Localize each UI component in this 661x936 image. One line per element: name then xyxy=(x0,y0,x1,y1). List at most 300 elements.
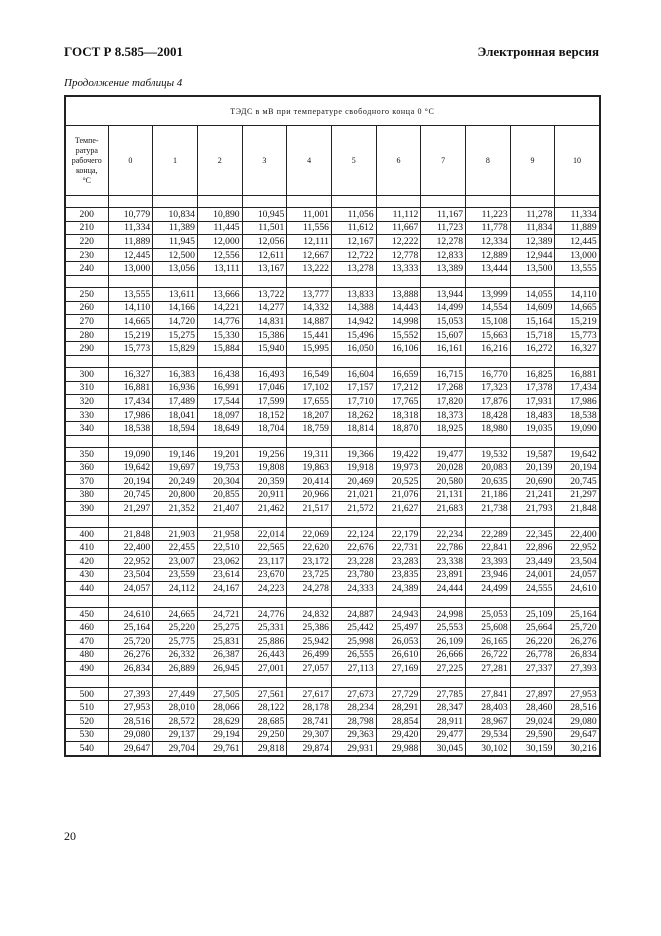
emf-value-cell: 24,721 xyxy=(197,607,242,621)
table-row xyxy=(65,422,600,436)
emf-value-cell: 25,442 xyxy=(331,621,376,635)
emf-value-cell: 17,102 xyxy=(287,381,332,395)
emf-value-cell: 18,207 xyxy=(287,408,332,422)
emf-value-cell: 13,833 xyxy=(331,287,376,301)
spacer-cell xyxy=(421,275,466,287)
emf-value-cell: 28,460 xyxy=(510,701,555,715)
emf-value-cell: 12,833 xyxy=(421,248,466,262)
spacer-cell xyxy=(376,196,421,208)
emf-value-cell: 20,800 xyxy=(153,488,198,502)
emf-value-cell: 13,555 xyxy=(555,262,600,276)
emf-value-cell: 25,664 xyxy=(510,621,555,635)
temperature-cell: 510 xyxy=(65,701,108,715)
table-row xyxy=(65,381,600,395)
emf-value-cell: 11,667 xyxy=(376,221,421,235)
emf-value-cell: 19,587 xyxy=(510,447,555,461)
emf-value-cell: 14,665 xyxy=(108,315,153,329)
emf-value-cell: 23,614 xyxy=(197,568,242,582)
emf-value-cell: 21,903 xyxy=(153,527,198,541)
emf-value-cell: 28,291 xyxy=(376,701,421,715)
spacer-cell xyxy=(466,595,511,607)
emf-value-cell: 19,532 xyxy=(466,447,511,461)
spacer-cell xyxy=(65,275,108,287)
emf-value-cell: 13,777 xyxy=(287,287,332,301)
emf-value-cell: 28,066 xyxy=(197,701,242,715)
emf-value-cell: 29,420 xyxy=(376,728,421,742)
emf-value-cell: 27,113 xyxy=(331,662,376,676)
spacer-cell xyxy=(153,595,198,607)
emf-value-cell: 22,731 xyxy=(376,541,421,555)
spacer-cell xyxy=(331,515,376,527)
emf-value-cell: 29,818 xyxy=(242,742,287,756)
emf-value-cell: 15,441 xyxy=(287,328,332,342)
emf-value-cell: 16,991 xyxy=(197,381,242,395)
table-row xyxy=(65,582,600,596)
temperature-cell: 230 xyxy=(65,248,108,262)
emf-value-cell: 28,234 xyxy=(331,701,376,715)
temperature-cell: 540 xyxy=(65,742,108,756)
table-row xyxy=(65,555,600,569)
table-row xyxy=(65,502,600,516)
emf-value-cell: 14,720 xyxy=(153,315,198,329)
emf-value-cell: 20,745 xyxy=(108,488,153,502)
spacer-cell xyxy=(331,275,376,287)
emf-value-cell: 16,272 xyxy=(510,342,555,356)
table-row xyxy=(65,248,600,262)
emf-value-cell: 16,659 xyxy=(376,367,421,381)
table-row xyxy=(65,701,600,715)
emf-value-cell: 29,477 xyxy=(421,728,466,742)
emf-value-cell: 19,808 xyxy=(242,461,287,475)
table-row xyxy=(65,342,600,356)
table-row xyxy=(65,488,600,502)
emf-value-cell: 18,097 xyxy=(197,408,242,422)
emf-value-cell: 18,594 xyxy=(153,422,198,436)
spacer-cell xyxy=(108,355,153,367)
emf-value-cell: 17,820 xyxy=(421,395,466,409)
table-row xyxy=(65,301,600,315)
emf-value-cell: 15,108 xyxy=(466,315,511,329)
emf-value-cell: 17,931 xyxy=(510,395,555,409)
emf-value-cell: 16,327 xyxy=(108,367,153,381)
emf-value-cell: 26,053 xyxy=(376,635,421,649)
emf-value-cell: 23,007 xyxy=(153,555,198,569)
spacer-cell xyxy=(466,675,511,687)
table-row xyxy=(65,742,600,756)
emf-value-cell: 18,649 xyxy=(197,422,242,436)
spacer-cell xyxy=(108,275,153,287)
temperature-cell: 420 xyxy=(65,555,108,569)
emf-value-cell: 29,931 xyxy=(331,742,376,756)
spacer-cell xyxy=(331,355,376,367)
emf-value-cell: 11,556 xyxy=(287,221,332,235)
emf-value-cell: 13,611 xyxy=(153,287,198,301)
emf-value-cell: 25,220 xyxy=(153,621,198,635)
emf-value-cell: 14,665 xyxy=(555,301,600,315)
emf-value-cell: 27,505 xyxy=(197,687,242,701)
emf-value-cell: 19,918 xyxy=(331,461,376,475)
spacer-cell xyxy=(153,355,198,367)
emf-value-cell: 22,014 xyxy=(242,527,287,541)
temperature-cell: 310 xyxy=(65,381,108,395)
emf-value-cell: 18,814 xyxy=(331,422,376,436)
emf-value-cell: 19,366 xyxy=(331,447,376,461)
emf-value-cell: 13,555 xyxy=(108,287,153,301)
emf-value-cell: 20,249 xyxy=(153,475,198,489)
table-row xyxy=(65,328,600,342)
emf-value-cell: 15,496 xyxy=(331,328,376,342)
emf-value-cell: 21,517 xyxy=(287,502,332,516)
emf-value-cell: 15,330 xyxy=(197,328,242,342)
emf-value-cell: 27,393 xyxy=(108,687,153,701)
emf-value-cell: 19,697 xyxy=(153,461,198,475)
emf-value-cell: 24,167 xyxy=(197,582,242,596)
emf-value-cell: 11,001 xyxy=(287,208,332,222)
emf-value-cell: 26,165 xyxy=(466,635,511,649)
column-header: 6 xyxy=(376,126,421,196)
emf-value-cell: 13,500 xyxy=(510,262,555,276)
emf-value-cell: 25,331 xyxy=(242,621,287,635)
emf-value-cell: 22,620 xyxy=(287,541,332,555)
emf-value-cell: 19,090 xyxy=(555,422,600,436)
emf-value-cell: 17,157 xyxy=(331,381,376,395)
tems-table xyxy=(64,95,601,757)
emf-value-cell: 26,276 xyxy=(108,648,153,662)
emf-value-cell: 25,775 xyxy=(153,635,198,649)
emf-value-cell: 15,053 xyxy=(421,315,466,329)
emf-value-cell: 22,952 xyxy=(108,555,153,569)
emf-value-cell: 20,469 xyxy=(331,475,376,489)
emf-value-cell: 13,944 xyxy=(421,287,466,301)
spacer-cell xyxy=(197,595,242,607)
emf-value-cell: 14,887 xyxy=(287,315,332,329)
emf-value-cell: 14,110 xyxy=(555,287,600,301)
emf-value-cell: 25,164 xyxy=(108,621,153,635)
spacer-cell xyxy=(466,275,511,287)
emf-value-cell: 20,580 xyxy=(421,475,466,489)
temperature-column-header xyxy=(65,126,108,196)
emf-value-cell: 26,387 xyxy=(197,648,242,662)
temperature-cell: 330 xyxy=(65,408,108,422)
emf-value-cell: 13,000 xyxy=(108,262,153,276)
emf-value-cell: 13,389 xyxy=(421,262,466,276)
spacer-cell xyxy=(510,595,555,607)
emf-value-cell: 20,083 xyxy=(466,461,511,475)
emf-value-cell: 13,278 xyxy=(331,262,376,276)
emf-value-cell: 17,876 xyxy=(466,395,511,409)
column-header: 4 xyxy=(287,126,332,196)
spacer-cell xyxy=(331,435,376,447)
emf-value-cell: 15,829 xyxy=(153,342,198,356)
spacer-cell xyxy=(65,355,108,367)
emf-value-cell: 25,608 xyxy=(466,621,511,635)
emf-value-cell: 18,373 xyxy=(421,408,466,422)
temperature-cell: 210 xyxy=(65,221,108,235)
emf-value-cell: 29,761 xyxy=(197,742,242,756)
emf-value-cell: 17,434 xyxy=(108,395,153,409)
emf-value-cell: 14,388 xyxy=(331,301,376,315)
emf-value-cell: 15,995 xyxy=(287,342,332,356)
emf-value-cell: 24,112 xyxy=(153,582,198,596)
table-row xyxy=(65,541,600,555)
emf-value-cell: 14,998 xyxy=(376,315,421,329)
emf-value-cell: 22,345 xyxy=(510,527,555,541)
emf-value-cell: 19,477 xyxy=(421,447,466,461)
emf-value-cell: 15,884 xyxy=(197,342,242,356)
temperature-cell: 390 xyxy=(65,502,108,516)
emf-value-cell: 24,610 xyxy=(555,582,600,596)
emf-value-cell: 28,347 xyxy=(421,701,466,715)
emf-value-cell: 21,021 xyxy=(331,488,376,502)
emf-value-cell: 28,122 xyxy=(242,701,287,715)
emf-value-cell: 21,738 xyxy=(466,502,511,516)
emf-value-cell: 23,725 xyxy=(287,568,332,582)
table-row xyxy=(65,221,600,235)
emf-value-cell: 21,572 xyxy=(331,502,376,516)
emf-value-cell: 28,629 xyxy=(197,715,242,729)
emf-value-cell: 15,773 xyxy=(555,328,600,342)
emf-value-cell: 14,166 xyxy=(153,301,198,315)
spacer-cell xyxy=(555,275,600,287)
emf-value-cell: 27,729 xyxy=(376,687,421,701)
emf-value-cell: 24,610 xyxy=(108,607,153,621)
emf-value-cell: 13,167 xyxy=(242,262,287,276)
emf-value-cell: 11,501 xyxy=(242,221,287,235)
emf-value-cell: 17,710 xyxy=(331,395,376,409)
emf-value-cell: 16,493 xyxy=(242,367,287,381)
spacer-cell xyxy=(421,355,466,367)
emf-value-cell: 29,590 xyxy=(510,728,555,742)
emf-value-cell: 12,667 xyxy=(287,248,332,262)
emf-value-cell: 16,604 xyxy=(331,367,376,381)
spacer-cell xyxy=(421,196,466,208)
emf-value-cell: 18,428 xyxy=(466,408,511,422)
emf-value-cell: 25,831 xyxy=(197,635,242,649)
spacer-cell xyxy=(466,196,511,208)
emf-value-cell: 11,223 xyxy=(466,208,511,222)
column-header: 9 xyxy=(510,126,555,196)
emf-value-cell: 27,953 xyxy=(555,687,600,701)
emf-value-cell: 18,041 xyxy=(153,408,198,422)
edition-label: Электронная версия xyxy=(477,44,599,59)
emf-value-cell: 15,219 xyxy=(555,315,600,329)
emf-value-cell: 24,057 xyxy=(555,568,600,582)
emf-value-cell: 28,741 xyxy=(287,715,332,729)
emf-value-cell: 14,554 xyxy=(466,301,511,315)
emf-value-cell: 23,117 xyxy=(242,555,287,569)
emf-value-cell: 29,647 xyxy=(555,728,600,742)
emf-value-cell: 17,489 xyxy=(153,395,198,409)
emf-value-cell: 16,825 xyxy=(510,367,555,381)
emf-value-cell: 20,745 xyxy=(555,475,600,489)
emf-value-cell: 27,561 xyxy=(242,687,287,701)
spacer-cell xyxy=(421,675,466,687)
temperature-cell: 360 xyxy=(65,461,108,475)
table-title: ТЭДС в мВ при температуре свободного конца 0 °С xyxy=(65,96,600,126)
emf-value-cell: 24,444 xyxy=(421,582,466,596)
emf-value-cell: 22,510 xyxy=(197,541,242,555)
emf-value-cell: 26,889 xyxy=(153,662,198,676)
temperature-cell: 410 xyxy=(65,541,108,555)
emf-value-cell: 22,234 xyxy=(421,527,466,541)
emf-value-cell: 16,881 xyxy=(555,367,600,381)
spacer-cell xyxy=(242,515,287,527)
emf-value-cell: 20,359 xyxy=(242,475,287,489)
spacer-cell xyxy=(197,675,242,687)
column-header: 0 xyxy=(108,126,153,196)
emf-value-cell: 28,685 xyxy=(242,715,287,729)
emf-value-cell: 12,222 xyxy=(376,235,421,249)
emf-value-cell: 17,268 xyxy=(421,381,466,395)
emf-value-cell: 12,944 xyxy=(510,248,555,262)
emf-value-cell: 14,221 xyxy=(197,301,242,315)
emf-value-cell: 23,559 xyxy=(153,568,198,582)
page-number: 20 xyxy=(64,829,76,843)
emf-value-cell: 26,945 xyxy=(197,662,242,676)
table-row xyxy=(65,235,600,249)
emf-value-cell: 11,612 xyxy=(331,221,376,235)
emf-value-cell: 24,333 xyxy=(331,582,376,596)
table-caption: Продолжение таблицы 4 xyxy=(64,77,183,89)
emf-value-cell: 18,759 xyxy=(287,422,332,436)
emf-value-cell: 23,393 xyxy=(466,555,511,569)
spacer-cell xyxy=(242,275,287,287)
emf-value-cell: 30,102 xyxy=(466,742,511,756)
emf-value-cell: 27,617 xyxy=(287,687,332,701)
emf-value-cell: 23,891 xyxy=(421,568,466,582)
emf-value-cell: 19,090 xyxy=(108,447,153,461)
emf-value-cell: 16,715 xyxy=(421,367,466,381)
spacer-cell xyxy=(331,675,376,687)
table-container xyxy=(64,95,599,757)
emf-value-cell: 17,046 xyxy=(242,381,287,395)
emf-value-cell: 12,111 xyxy=(287,235,332,249)
spacer-cell xyxy=(466,515,511,527)
table-row xyxy=(65,475,600,489)
emf-value-cell: 26,610 xyxy=(376,648,421,662)
group-spacer-row xyxy=(65,275,600,287)
spacer-cell xyxy=(287,675,332,687)
emf-value-cell: 22,179 xyxy=(376,527,421,541)
emf-value-cell: 22,069 xyxy=(287,527,332,541)
emf-value-cell: 23,504 xyxy=(555,555,600,569)
emf-value-cell: 16,161 xyxy=(421,342,466,356)
emf-value-cell: 21,186 xyxy=(466,488,511,502)
temperature-cell: 520 xyxy=(65,715,108,729)
temperature-cell: 240 xyxy=(65,262,108,276)
emf-value-cell: 12,389 xyxy=(510,235,555,249)
emf-value-cell: 22,289 xyxy=(466,527,511,541)
emf-value-cell: 15,718 xyxy=(510,328,555,342)
group-spacer-row xyxy=(65,196,600,208)
temperature-header-line: °С xyxy=(82,175,92,185)
emf-value-cell: 14,277 xyxy=(242,301,287,315)
spacer-cell xyxy=(421,435,466,447)
table-row xyxy=(65,395,600,409)
emf-value-cell: 21,241 xyxy=(510,488,555,502)
group-spacer-row xyxy=(65,515,600,527)
emf-value-cell: 20,966 xyxy=(287,488,332,502)
table-row xyxy=(65,621,600,635)
emf-value-cell: 23,283 xyxy=(376,555,421,569)
emf-value-cell: 13,666 xyxy=(197,287,242,301)
emf-value-cell: 13,999 xyxy=(466,287,511,301)
spacer-cell xyxy=(555,675,600,687)
emf-value-cell: 20,690 xyxy=(510,475,555,489)
emf-value-cell: 17,323 xyxy=(466,381,511,395)
emf-value-cell: 11,723 xyxy=(421,221,466,235)
table-row xyxy=(65,635,600,649)
emf-value-cell: 11,445 xyxy=(197,221,242,235)
emf-value-cell: 22,676 xyxy=(331,541,376,555)
emf-value-cell: 27,225 xyxy=(421,662,466,676)
emf-value-cell: 14,776 xyxy=(197,315,242,329)
temperature-cell: 260 xyxy=(65,301,108,315)
emf-value-cell: 22,786 xyxy=(421,541,466,555)
emf-value-cell: 16,438 xyxy=(197,367,242,381)
temperature-header-line: конца, xyxy=(75,165,98,175)
emf-value-cell: 24,278 xyxy=(287,582,332,596)
emf-value-cell: 14,831 xyxy=(242,315,287,329)
column-header: 2 xyxy=(197,126,242,196)
emf-value-cell: 25,886 xyxy=(242,635,287,649)
spacer-cell xyxy=(197,275,242,287)
spacer-cell xyxy=(108,595,153,607)
emf-value-cell: 29,534 xyxy=(466,728,511,742)
spacer-cell xyxy=(197,196,242,208)
emf-value-cell: 13,333 xyxy=(376,262,421,276)
emf-value-cell: 26,220 xyxy=(510,635,555,649)
spacer-cell xyxy=(242,435,287,447)
emf-value-cell: 13,000 xyxy=(555,248,600,262)
emf-value-cell: 21,848 xyxy=(108,527,153,541)
table-row xyxy=(65,367,600,381)
emf-value-cell: 29,307 xyxy=(287,728,332,742)
emf-value-cell: 21,352 xyxy=(153,502,198,516)
spacer-cell xyxy=(153,435,198,447)
emf-value-cell: 10,834 xyxy=(153,208,198,222)
emf-value-cell: 25,053 xyxy=(466,607,511,621)
emf-value-cell: 17,434 xyxy=(555,381,600,395)
spacer-cell xyxy=(287,595,332,607)
emf-value-cell: 24,389 xyxy=(376,582,421,596)
temperature-header-line: Темпе- xyxy=(74,135,99,145)
emf-value-cell: 20,304 xyxy=(197,475,242,489)
emf-value-cell: 25,275 xyxy=(197,621,242,635)
spacer-cell xyxy=(65,675,108,687)
temperature-header-line: рабочего xyxy=(71,155,102,165)
emf-value-cell: 26,834 xyxy=(108,662,153,676)
spacer-cell xyxy=(376,515,421,527)
emf-value-cell: 23,946 xyxy=(466,568,511,582)
emf-value-cell: 26,666 xyxy=(421,648,466,662)
table-row xyxy=(65,728,600,742)
temperature-cell: 500 xyxy=(65,687,108,701)
emf-value-cell: 15,940 xyxy=(242,342,287,356)
emf-value-cell: 19,753 xyxy=(197,461,242,475)
spacer-cell xyxy=(65,196,108,208)
temperature-cell: 320 xyxy=(65,395,108,409)
emf-value-cell: 19,256 xyxy=(242,447,287,461)
document-code: ГОСТ Р 8.585—2001 xyxy=(64,44,183,59)
table-row xyxy=(65,687,600,701)
emf-value-cell: 23,062 xyxy=(197,555,242,569)
emf-value-cell: 23,228 xyxy=(331,555,376,569)
emf-value-cell: 10,779 xyxy=(108,208,153,222)
emf-value-cell: 18,152 xyxy=(242,408,287,422)
spacer-cell xyxy=(197,355,242,367)
temperature-cell: 300 xyxy=(65,367,108,381)
